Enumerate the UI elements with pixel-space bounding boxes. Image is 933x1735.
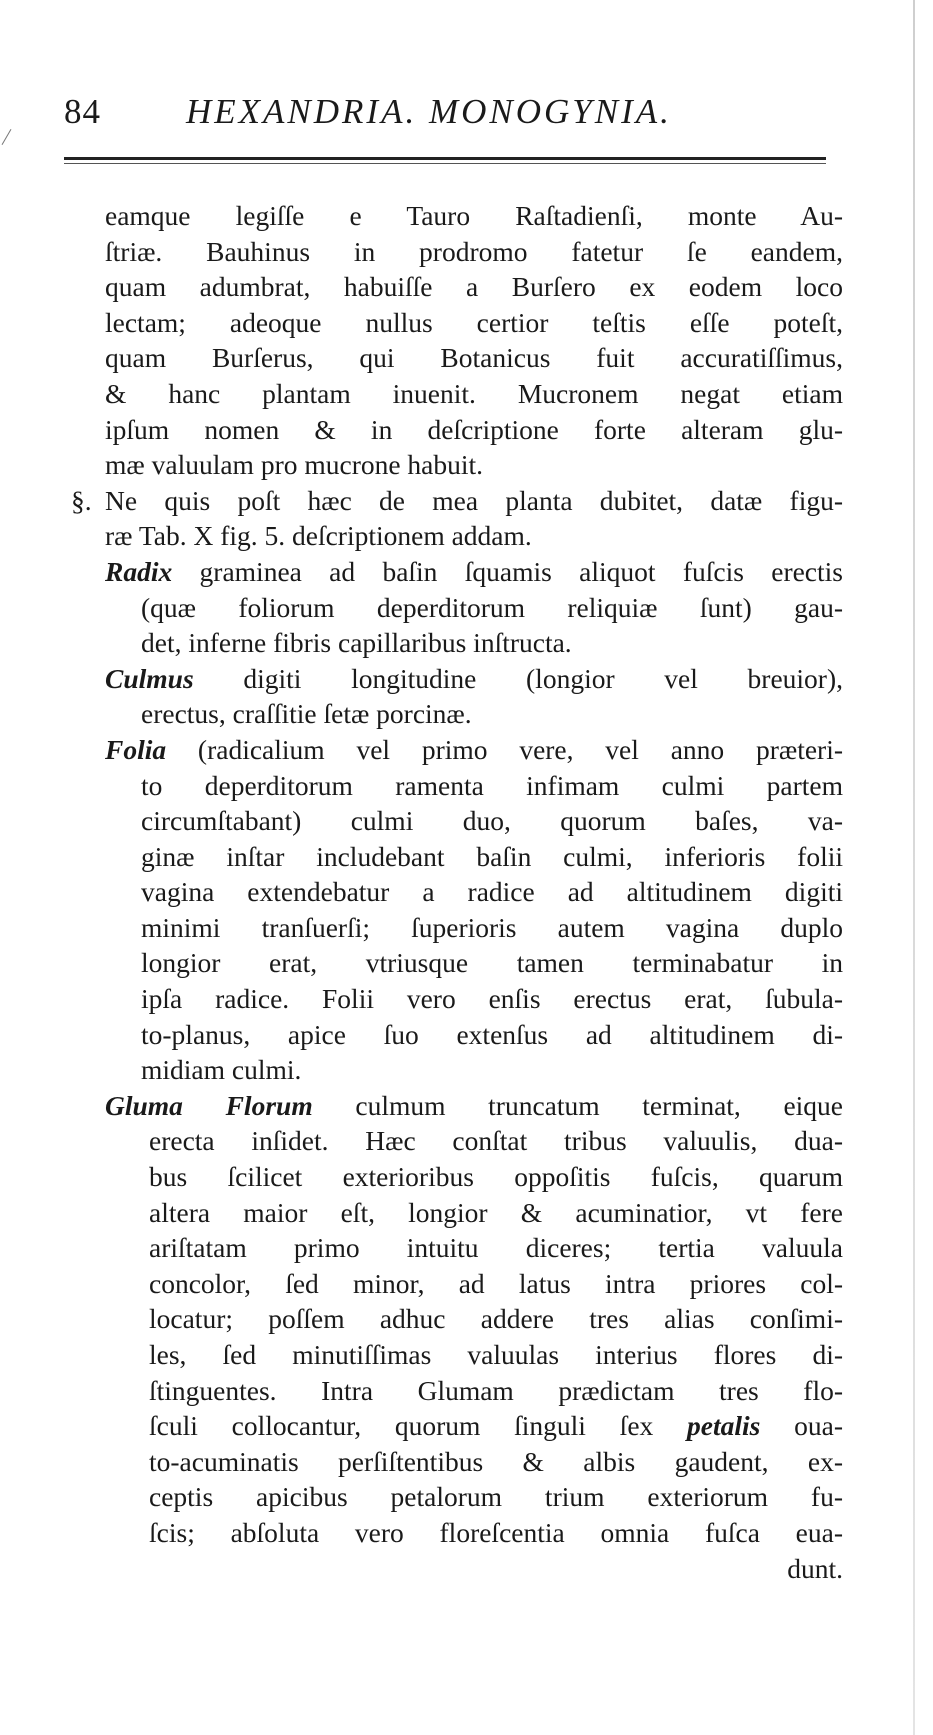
text-line: dunt.	[787, 1552, 843, 1584]
text-line-content: ſculi collocantur, quorum ſinguli ſex	[149, 1410, 688, 1442]
text-line: mæ valuulam pro mucrone habuit.	[105, 449, 484, 481]
body-text	[71, 198, 843, 1586]
text-line	[71, 483, 843, 519]
text-line: det, inferne fibris capillaribus inſtructa.	[141, 627, 572, 659]
section-symbol: §.	[71, 484, 92, 516]
text-line: ræ Tab. X fig. 5. deſcriptionem addam.	[105, 520, 532, 552]
text-line: ipſum nomen & in deſcriptione forte alteram glu-	[105, 413, 843, 445]
italic-term-petalis: petalis	[687, 1410, 761, 1442]
text-line	[105, 732, 843, 768]
header-rule-thin	[64, 163, 826, 164]
text-line: (quæ foliorum deperditorum reliquiæ ſunt) gau-	[141, 591, 843, 623]
page-edge	[913, 0, 915, 1735]
term-label-culmus: Culmus	[105, 662, 194, 694]
term-label-folia: Folia	[105, 733, 167, 765]
text-line: ceptis apicibus petalorum trium exteriorum fu-	[149, 1481, 843, 1513]
text-line: quam Burſerus, qui Botanicus fuit accuratiſſimus,	[105, 342, 843, 374]
header-rule	[64, 157, 826, 160]
text-line	[105, 554, 843, 590]
text-line: ariſtatam primo intuitu diceres; tertia valuula	[149, 1232, 843, 1264]
text-line: les, ſed minutiſſimas valuulas interius flores di-	[149, 1339, 843, 1370]
text-line-content: graminea ad baſin ſquamis aliquot fuſcis erectis	[172, 555, 843, 587]
text-line: & hanc plantam inuenit. Mucronem negat etiam	[105, 377, 843, 409]
text-line: circumſtabant) culmi duo, quorum baſes, va-	[141, 805, 843, 837]
term-label-gluma: Gluma Florum	[105, 1089, 313, 1121]
text-line-content: (radicalium vel primo vere, vel anno præteri-	[166, 733, 843, 765]
text-line: vagina extendebatur a radice ad altitudinem digiti	[141, 876, 843, 908]
text-line: locatur; poſſem adhuc addere tres alias conſimi-	[149, 1303, 843, 1335]
text-line: bus ſcilicet exterioribus oppoſitis fuſcis, quarum	[149, 1161, 843, 1193]
text-line: ſtinguentes. Intra Glumam prædictam tres flo-	[149, 1374, 843, 1406]
text-line	[105, 1088, 843, 1124]
text-line: ſcis; abſoluta vero floreſcentia omnia fuſca eua-	[149, 1516, 843, 1548]
text-line: to-acuminatis perſiſtentibus & albis gaudent, ex-	[149, 1445, 843, 1477]
text-line-content: oua-	[760, 1410, 843, 1442]
text-line: erectus, craſſitie ſetæ porcinæ.	[141, 698, 472, 730]
text-line: quam adumbrat, habuiſſe a Burſero ex eodem loco	[105, 271, 843, 303]
text-line: ginæ inſtar includebant baſin culmi, inferioris folii	[141, 840, 843, 872]
text-line: minimi tranſuerſi; ſuperioris autem vagina duplo	[141, 911, 843, 943]
text-line-content: culmum truncatum terminat, eique	[312, 1089, 843, 1121]
text-line-content: digiti longitudine (longior vel breuior),	[193, 662, 843, 694]
page-header	[64, 92, 844, 144]
text-line	[105, 661, 843, 697]
page-number: 84	[64, 92, 101, 131]
text-line: to deperditorum ramenta infimam culmi partem	[141, 769, 843, 801]
text-line: ipſa radice. Folii vero enſis erectus erat, ſubula-	[141, 983, 843, 1015]
text-line	[149, 1408, 843, 1444]
text-line: eamque legiſſe e Tauro Raſtadienſi, monte Au-	[105, 200, 843, 231]
text-line: concolor, ſed minor, ad latus intra priores col-	[149, 1267, 843, 1299]
text-line: altera maior eſt, longior & acuminatior, vt fere	[149, 1196, 843, 1228]
text-line-content: Ne quis poſt hæc de mea planta dubitet, datæ figu-	[105, 484, 843, 516]
text-line: longior erat, vtriusque tamen terminabatur in	[141, 947, 843, 979]
text-line: lectam; adeoque nullus certior teſtis eſſe poteſt,	[105, 306, 843, 338]
margin-mark	[2, 129, 12, 145]
text-line: erecta inſidet. Hæc conſtat tribus valuulis, dua-	[149, 1125, 843, 1157]
text-line: midiam culmi.	[141, 1054, 302, 1086]
text-line: ſtriæ. Bauhinus in prodromo fatetur ſe eandem,	[105, 235, 843, 267]
text-line: to-planus, apice ſuo extenſus ad altitudinem di-	[141, 1018, 843, 1050]
running-title: HEXANDRIA. MONOGYNIA.	[186, 92, 672, 131]
term-label-radix: Radix	[105, 555, 173, 587]
